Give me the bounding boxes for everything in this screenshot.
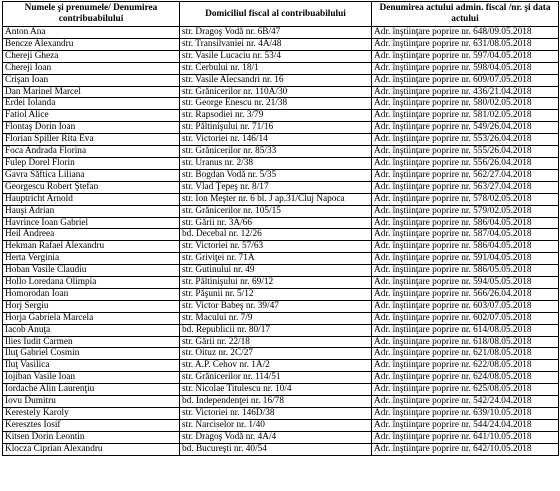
- table-row: [3, 277, 559, 289]
- cell-name: Chereji Ioan: [3, 62, 180, 74]
- cell-address: str. Cerbului nr. 18/1: [180, 62, 372, 74]
- cell-name: Keresztes Iosif: [3, 419, 180, 431]
- cell-address: str. Rapsodiei nr. 3/79: [180, 110, 372, 122]
- cell-name: Heil Andreea: [3, 229, 180, 241]
- cell-act: Adr. înştiinţare poprire nr. 544/24.04.2018: [372, 419, 559, 431]
- cell-address: str. Transilvaniei nr. 4A/48: [180, 38, 372, 50]
- cell-address: str. Vasile Alecsandri nr. 16: [180, 74, 372, 86]
- table-row: [3, 431, 559, 443]
- cell-address: str. Macului nr. 7/9: [180, 312, 372, 324]
- cell-name: Ilies Iudit Carmen: [3, 336, 180, 348]
- table-row: [3, 241, 559, 253]
- cell-name: Bencze Alexandru: [3, 38, 180, 50]
- table-row: [3, 300, 559, 312]
- table-body: [3, 27, 559, 456]
- cell-act: Adr. înştiinţare poprire nr. 639/10.05.2018: [372, 408, 559, 420]
- cell-address: str. George Enescu nr. 21/38: [180, 98, 372, 110]
- table-row: [3, 122, 559, 134]
- table-row: [3, 205, 559, 217]
- cell-address: str. Gării nr. 22/18: [180, 336, 372, 348]
- table-row: [3, 253, 559, 265]
- cell-address: str. Vlad Ţepeş nr. 8/17: [180, 181, 372, 193]
- table-row: [3, 384, 559, 396]
- cell-act: Adr. înştiinţare poprire nr. 581/02.05.2018: [372, 110, 559, 122]
- cell-act: Adr. înştiinţare poprire nr. 566/26.04.2018: [372, 288, 559, 300]
- cell-act: Adr. înştiinţare poprire nr. 586/04.05.2018: [372, 241, 559, 253]
- cell-name: Hauptricht Arnold: [3, 193, 180, 205]
- cell-name: Foca Andrada Florina: [3, 146, 180, 158]
- cell-act: Adr. înştiinţare poprire nr. 579/02.05.2018: [372, 205, 559, 217]
- cell-act: Adr. înştiinţare poprire nr. 631/08.05.2018: [372, 38, 559, 50]
- cell-address: str. Bogdan Vodă nr. 5/35: [180, 169, 372, 181]
- cell-act: Adr. înştiinţare poprire nr. 578/02.05.2018: [372, 193, 559, 205]
- cell-address: str. Vasile Lucaciu nr. 53/4: [180, 50, 372, 62]
- table-row: [3, 312, 559, 324]
- table-row: [3, 288, 559, 300]
- cell-act: Adr. înştiinţare poprire nr. 602/07.05.2018: [372, 312, 559, 324]
- cell-address: str. Gării nr. 3A/66: [180, 217, 372, 229]
- cell-act: Adr. înştiinţare poprire nr. 598/04.05.2018: [372, 62, 559, 74]
- cell-act: Adr. înştiinţare poprire nr. 603/07.05.2018: [372, 300, 559, 312]
- cell-act: Adr. înştiinţare poprire nr. 621/08.05.2018: [372, 348, 559, 360]
- cell-address: str. Grănicerilor nr. 110A/30: [180, 86, 372, 98]
- cell-name: Gavra Săftica Liliana: [3, 169, 180, 181]
- taxpayers-table: [2, 1, 559, 456]
- cell-address: bd. Bucureşti nr. 40/54: [180, 443, 372, 455]
- cell-name: Erdei Iolanda: [3, 98, 180, 110]
- cell-address: str. Uranus nr. 2/38: [180, 157, 372, 169]
- cell-act: Adr. înştiinţare poprire nr. 580/02.05.2018: [372, 98, 559, 110]
- cell-address: str. Păltinişului nr. 69/12: [180, 277, 372, 289]
- cell-name: Fatiol Alice: [3, 110, 180, 122]
- table-row: [3, 62, 559, 74]
- cell-address: str. Ion Meşter nr. 6 bl. J ap.31/Cluj Napoca: [180, 193, 372, 205]
- cell-address: str. A.P. Cehov nr. 1A/2: [180, 360, 372, 372]
- cell-name: Hauşi Adrian: [3, 205, 180, 217]
- cell-address: bd. Republicii nr. 80/17: [180, 324, 372, 336]
- table-row: [3, 324, 559, 336]
- cell-act: Adr. înştiinţare poprire nr. 624/08.05.2018: [372, 372, 559, 384]
- table-row: [3, 336, 559, 348]
- table-row: [3, 110, 559, 122]
- cell-act: Adr. înştiinţare poprire nr. 591/04.05.2018: [372, 253, 559, 265]
- table-row: [3, 157, 559, 169]
- cell-name: Chereji Gheza: [3, 50, 180, 62]
- table-row: [3, 217, 559, 229]
- cell-address: str. Grănicerilor nr. 105/15: [180, 205, 372, 217]
- table-row: [3, 372, 559, 384]
- table-row: [3, 181, 559, 193]
- table-row: [3, 169, 559, 181]
- cell-act: Adr. înştiinţare poprire nr. 614/08.05.2018: [372, 324, 559, 336]
- cell-name: Iovu Dumitru: [3, 396, 180, 408]
- cell-name: Dan Marinel Marcel: [3, 86, 180, 98]
- cell-name: Kerestely Karoly: [3, 408, 180, 420]
- table-row: [3, 98, 559, 110]
- cell-address: bd. Independenţei nr. 16/78: [180, 396, 372, 408]
- cell-act: Adr. înştiinţare poprire nr. 549/26.04.2018: [372, 122, 559, 134]
- cell-act: Adr. înştiinţare poprire nr. 587/04.05.2018: [372, 229, 559, 241]
- cell-name: Herta Verginia: [3, 253, 180, 265]
- cell-name: Iacob Anuţa: [3, 324, 180, 336]
- cell-address: str. Grănicerilor nr. 85/33: [180, 146, 372, 158]
- cell-address: str. Dragoş Vodă nr. 4A/4: [180, 431, 372, 443]
- cell-name: Havrince Ioan Gabriel: [3, 217, 180, 229]
- header-act: Denumirea actului admin. fiscal /nr. şi data actului: [372, 2, 559, 27]
- table-row: [3, 146, 559, 158]
- table-row: [3, 27, 559, 39]
- cell-name: Klocza Ciprian Alexandru: [3, 443, 180, 455]
- cell-act: Adr. înştiinţare poprire nr. 562/27.04.2018: [372, 169, 559, 181]
- cell-name: Iojiban Vasile Ioan: [3, 372, 180, 384]
- cell-act: Adr. înştiinţare poprire nr. 642/10.05.2018: [372, 443, 559, 455]
- cell-name: Hoban Vasile Claudiu: [3, 265, 180, 277]
- cell-address: str. Dragoş Vodă nr. 6B/47: [180, 27, 372, 39]
- cell-address: str. Oituz nr. 2C/27: [180, 348, 372, 360]
- cell-act: Adr. înştiinţare poprire nr. 542/24.04.2018: [372, 396, 559, 408]
- cell-address: str. Victor Babeş nr. 39/47: [180, 300, 372, 312]
- cell-name: Fulep Dorel Florin: [3, 157, 180, 169]
- cell-name: Homorodan Ioan: [3, 288, 180, 300]
- cell-address: str. Păltinişului nr. 71/16: [180, 122, 372, 134]
- cell-act: Adr. înştiinţare poprire nr. 609/07.05.2018: [372, 74, 559, 86]
- table-row: [3, 419, 559, 431]
- cell-act: Adr. înştiinţare poprire nr. 586/04.05.2018: [372, 217, 559, 229]
- table-row: [3, 229, 559, 241]
- cell-name: Crişan Ioan: [3, 74, 180, 86]
- cell-name: Florian Spiller Rita Eva: [3, 134, 180, 146]
- cell-name: Horj Sergiu: [3, 300, 180, 312]
- cell-act: Adr. înştiinţare poprire nr. 594/05.05.2018: [372, 277, 559, 289]
- cell-name: Hekman Rafael Alexandru: [3, 241, 180, 253]
- table-row: [3, 396, 559, 408]
- cell-act: Adr. înştiinţare poprire nr. 625/08.05.2018: [372, 384, 559, 396]
- cell-address: bd. Decebal nr. 12/26: [180, 229, 372, 241]
- cell-act: Adr. înştiinţare poprire nr. 436/21.04.2018: [372, 86, 559, 98]
- cell-address: str. Victoriei nr. 146/14: [180, 134, 372, 146]
- cell-address: str. Victoriei nr. 57/63: [180, 241, 372, 253]
- table-row: [3, 408, 559, 420]
- table-row: [3, 134, 559, 146]
- cell-address: str. Griviţei nr. 71A: [180, 253, 372, 265]
- header-address: Domiciliul fiscal al contribuabilului: [180, 2, 372, 27]
- cell-name: Georgescu Robert Ştefan: [3, 181, 180, 193]
- cell-address: str. Păşunii nr. 5/12: [180, 288, 372, 300]
- cell-act: Adr. înştiinţare poprire nr. 556/26.04.2018: [372, 157, 559, 169]
- cell-name: Hollo Loredana Olimpia: [3, 277, 180, 289]
- cell-name: Iluţ Vasilica: [3, 360, 180, 372]
- cell-act: Adr. înştiinţare poprire nr. 597/04.05.2018: [372, 50, 559, 62]
- cell-name: Anton Ana: [3, 27, 180, 39]
- cell-name: Flontaş Dorin Ioan: [3, 122, 180, 134]
- header-name: Numele şi prenumele/ Denumirea contribuabilului: [3, 2, 180, 27]
- table-row: [3, 38, 559, 50]
- cell-name: Iluţ Gabriel Cosmin: [3, 348, 180, 360]
- table-row: [3, 50, 559, 62]
- cell-name: Kitsen Dorin Leontin: [3, 431, 180, 443]
- cell-act: Adr. înştiinţare poprire nr. 641/10.05.2018: [372, 431, 559, 443]
- cell-name: Iordache Alin Laurenţiu: [3, 384, 180, 396]
- cell-address: str. Nicolae Titulescu nr. 10/4: [180, 384, 372, 396]
- table-row: [3, 360, 559, 372]
- table-row: [3, 443, 559, 455]
- cell-address: str. Narciselor nr. 1/40: [180, 419, 372, 431]
- cell-act: Adr. înştiinţare poprire nr. 563/27.04.2018: [372, 181, 559, 193]
- cell-act: Adr. înştiinţare poprire nr. 648/09.05.2018: [372, 27, 559, 39]
- table-row: [3, 193, 559, 205]
- cell-act: Adr. înştiinţare poprire nr. 555/26.04.2018: [372, 146, 559, 158]
- cell-act: Adr. înştiinţare poprire nr. 622/08.05.2018: [372, 360, 559, 372]
- cell-act: Adr. înştiinţare poprire nr. 618/08.05.2018: [372, 336, 559, 348]
- cell-act: Adr. înştiinţare poprire nr. 586/05.05.2018: [372, 265, 559, 277]
- cell-address: str. Victoriei nr. 146D/38: [180, 408, 372, 420]
- cell-address: str. Grănicerilor nr. 114/51: [180, 372, 372, 384]
- cell-act: Adr. înştiinţare poprire nr. 553/26.04.2018: [372, 134, 559, 146]
- table-header-row: [3, 2, 559, 27]
- table-row: [3, 86, 559, 98]
- cell-address: str. Gutinului nr. 49: [180, 265, 372, 277]
- table-row: [3, 74, 559, 86]
- table-row: [3, 348, 559, 360]
- cell-name: Horja Gabriela Marcela: [3, 312, 180, 324]
- table-row: [3, 265, 559, 277]
